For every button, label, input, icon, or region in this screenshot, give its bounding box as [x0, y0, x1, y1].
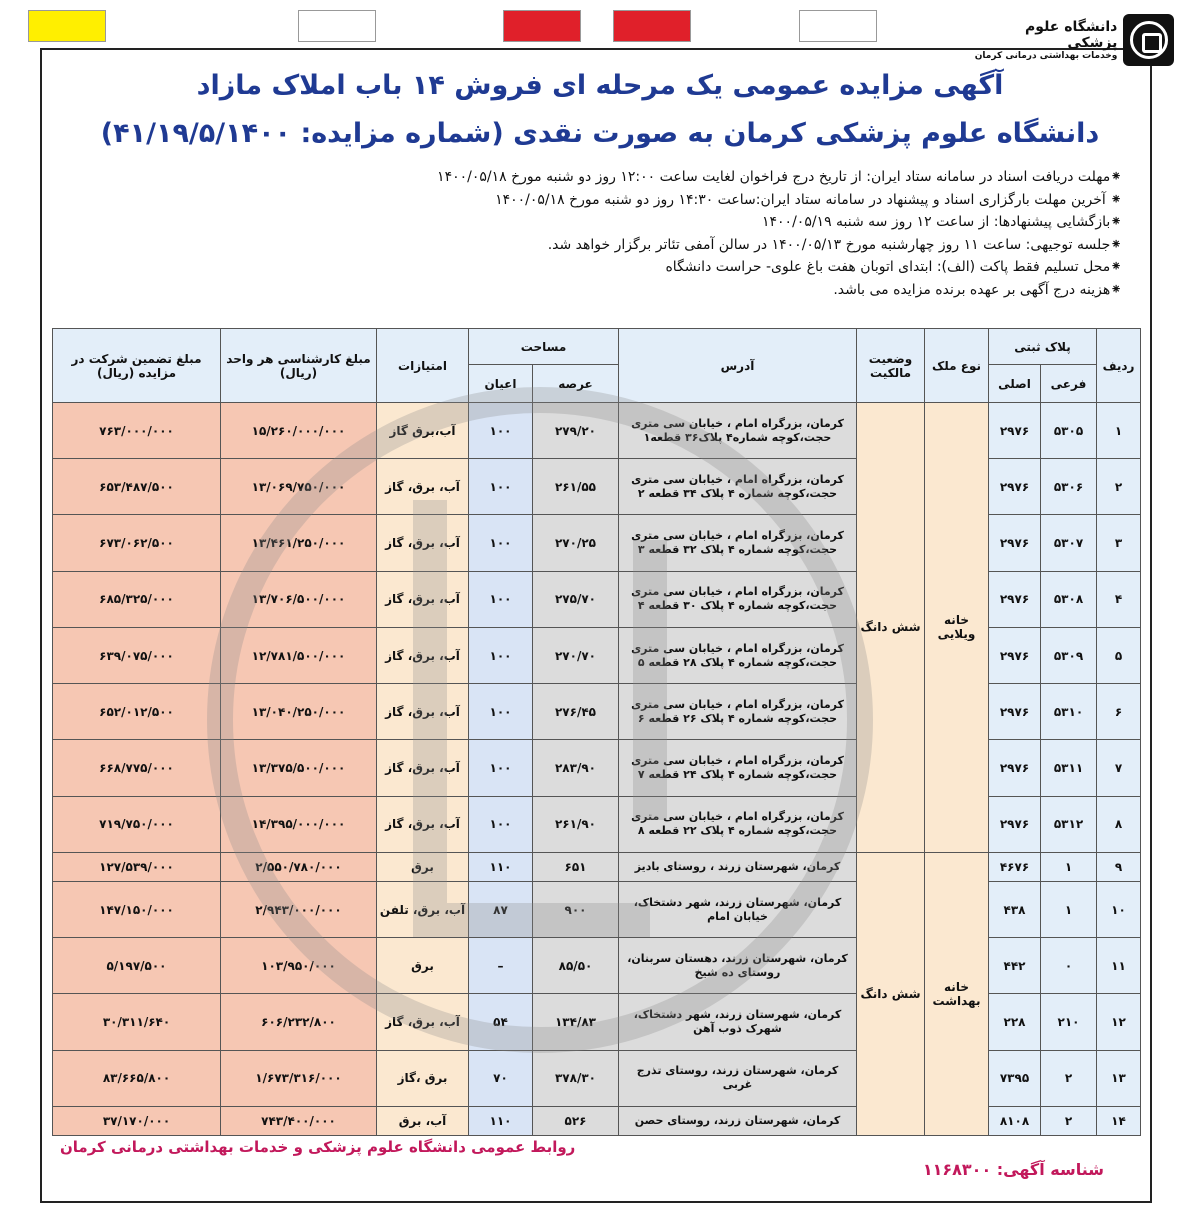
cell-plate-sub: ۵۳۰۹: [1041, 627, 1097, 683]
cell-price: ۱۳/۰۶۹/۷۵۰/۰۰۰: [221, 459, 377, 515]
cell-price: ۶۰۶/۲۳۲/۸۰۰: [221, 994, 377, 1050]
cell-amenities: آب، برق، گاز: [377, 994, 469, 1050]
auction-table-container: [52, 328, 1140, 1136]
cell-plate-main: ۸۱۰۸: [989, 1106, 1041, 1135]
ad-title-line-1: آگهی مزایده عمومی یک مرحله ای فروش ۱۴ باب املاک مازاد: [196, 70, 1004, 101]
notice-item: ⁕جلسه توجیهی: ساعت ۱۱ روز چهارشنبه مورخ ۱۴۰۰/۰۵/۱۳ در سالن آمفی تئاتر برگزار خواهد شد.: [547, 236, 1122, 253]
cell-address: کرمان، بزرگراه امام ، خیابان سی متری حجت،کوچه شماره۴ پلاک۳۶ قطعه۱: [619, 403, 857, 459]
cell-radif: ۸: [1097, 796, 1141, 852]
cell-area-land: ۲۸۳/۹۰: [533, 740, 619, 796]
header-ownership: وضعیت مالکیت: [857, 329, 925, 403]
auction-table: [52, 328, 1141, 1136]
cell-address: کرمان، بزرگراه امام ، خیابان سی متری حجت،کوچه شماره ۴ پلاک ۲۴ قطعه ۷: [619, 740, 857, 796]
header-type: نوع ملک: [925, 329, 989, 403]
cell-amenities: آب، برق، گاز: [377, 796, 469, 852]
cell-area-land: ۳۷۸/۳۰: [533, 1050, 619, 1106]
header-address: آدرس: [619, 329, 857, 403]
cell-price: ۷۴۳/۴۰۰/۰۰۰: [221, 1106, 377, 1135]
cell-price: ۱۵/۲۶۰/۰۰۰/۰۰۰: [221, 403, 377, 459]
cell-area-land: ۲۶۱/۹۰: [533, 796, 619, 852]
cell-area-land: ۹۰۰: [533, 881, 619, 937]
cell-radif: ۹: [1097, 852, 1141, 881]
header-plate-main: اصلی: [989, 365, 1041, 403]
cell-deposit: ۳۷/۱۷۰/۰۰۰: [53, 1106, 221, 1135]
cell-amenities: برق ،گاز: [377, 1050, 469, 1106]
header-area: مساحت: [469, 329, 619, 365]
cell-price: ۱۳/۴۶۱/۲۵۰/۰۰۰: [221, 515, 377, 571]
table-row: [53, 403, 1141, 459]
cell-address: کرمان، بزرگراه امام ، خیابان سی متری حجت،کوچه شماره ۴ پلاک ۲۸ قطعه ۵: [619, 627, 857, 683]
cell-area-building: ۱۱۰: [469, 1106, 533, 1135]
cell-radif: ۳: [1097, 515, 1141, 571]
cell-deposit: ۶۵۳/۴۸۷/۵۰۰: [53, 459, 221, 515]
print-color-bar-yellow: [28, 10, 106, 42]
cell-plate-main: ۴۶۷۶: [989, 852, 1041, 881]
table-row: [53, 852, 1141, 881]
cell-plate-main: ۲۲۸: [989, 994, 1041, 1050]
cell-area-building: ۸۷: [469, 881, 533, 937]
cell-plate-sub: ۵۳۰۶: [1041, 459, 1097, 515]
ad-title-line-2: دانشگاه علوم پزشکی کرمان به صورت نقدی (شماره مزایده: ۴۱/۱۹/۵/۱۴۰۰): [100, 118, 1100, 149]
cell-deposit: ۶۳۹/۰۷۵/۰۰۰: [53, 627, 221, 683]
cell-plate-sub: ۱: [1041, 852, 1097, 881]
header-price: مبلغ کارشناسی هر واحد (ریال): [221, 329, 377, 403]
cell-ownership: شش دانگ: [857, 403, 925, 853]
cell-deposit: ۷۶۳/۰۰۰/۰۰۰: [53, 403, 221, 459]
cell-plate-sub: ۰: [1041, 938, 1097, 994]
cell-area-land: ۵۲۶: [533, 1106, 619, 1135]
cell-address: کرمان، بزرگراه امام ، خیابان سی متری حجت،کوچه شماره ۴ پلاک ۲۲ قطعه ۸: [619, 796, 857, 852]
cell-amenities: آب، برق، تلفن: [377, 881, 469, 937]
cell-radif: ۴: [1097, 571, 1141, 627]
print-color-bar-red: [613, 10, 691, 42]
cell-plate-main: ۲۹۷۶: [989, 740, 1041, 796]
cell-area-building: ۱۰۰: [469, 571, 533, 627]
cell-address: کرمان، شهرستان زرند، روستای تذرج غربی: [619, 1050, 857, 1106]
cell-deposit: ۸۳/۶۶۵/۸۰۰: [53, 1050, 221, 1106]
print-color-bar-white: [799, 10, 877, 42]
cell-address: کرمان، شهرستان زرند، شهر دشتخاک، شهرک ذوب آهن: [619, 994, 857, 1050]
logo-line-1: دانشگاه علوم پزشکی: [1025, 19, 1118, 51]
cell-area-building: ۱۰۰: [469, 403, 533, 459]
cell-property-type: خانه بهداشت: [925, 852, 989, 1135]
cell-area-land: ۸۵/۵۰: [533, 938, 619, 994]
cell-price: ۲/۵۵۰/۷۸۰/۰۰۰: [221, 852, 377, 881]
cell-amenities: آب، برق، گاز: [377, 684, 469, 740]
cell-amenities: آب، برق، گاز: [377, 571, 469, 627]
cell-area-land: ۱۳۴/۸۳: [533, 994, 619, 1050]
cell-deposit: ۶۶۸/۷۷۵/۰۰۰: [53, 740, 221, 796]
cell-deposit: ۶۷۳/۰۶۲/۵۰۰: [53, 515, 221, 571]
print-color-bar-white: [298, 10, 376, 42]
cell-deposit: ۳۰/۳۱۱/۶۴۰: [53, 994, 221, 1050]
cell-price: ۱۰۳/۹۵۰/۰۰۰: [221, 938, 377, 994]
cell-address: کرمان، شهرستان زرند، روستای حصن: [619, 1106, 857, 1135]
cell-price: ۱۴/۳۹۵/۰۰۰/۰۰۰: [221, 796, 377, 852]
university-logo: [974, 10, 1174, 70]
cell-deposit: ۱۴۷/۱۵۰/۰۰۰: [53, 881, 221, 937]
cell-deposit: ۶۸۵/۳۲۵/۰۰۰: [53, 571, 221, 627]
cell-area-building: ۱۰۰: [469, 684, 533, 740]
cell-amenities: برق: [377, 852, 469, 881]
cell-amenities: آب، برق، گاز: [377, 459, 469, 515]
header-plate-sub: فرعی: [1041, 365, 1097, 403]
cell-plate-sub: ۱: [1041, 881, 1097, 937]
cell-plate-sub: ۵۳۰۸: [1041, 571, 1097, 627]
cell-plate-main: ۲۹۷۶: [989, 459, 1041, 515]
cell-amenities: آب، برق، گاز: [377, 627, 469, 683]
cell-area-land: ۲۷۶/۴۵: [533, 684, 619, 740]
cell-deposit: ۱۲۷/۵۳۹/۰۰۰: [53, 852, 221, 881]
header-radif: ردیف: [1097, 329, 1141, 403]
cell-price: ۲/۹۴۳/۰۰۰/۰۰۰: [221, 881, 377, 937]
header-area-land: عرصه: [533, 365, 619, 403]
cell-radif: ۱۳: [1097, 1050, 1141, 1106]
cell-radif: ۵: [1097, 627, 1141, 683]
notice-item: ⁕بازگشایی پیشنهادها: از ساعت ۱۲ روز سه شنبه ۱۴۰۰/۰۵/۱۹: [762, 214, 1122, 231]
cell-address: کرمان، شهرستان زرند، شهر دشتخاک، خیابان امام: [619, 881, 857, 937]
cell-plate-sub: ۵۳۱۲: [1041, 796, 1097, 852]
header-deposit: مبلغ تضمین شرکت در مزایده (ریال): [53, 329, 221, 403]
cell-plate-main: ۲۹۷۶: [989, 684, 1041, 740]
cell-area-land: ۲۷۰/۷۰: [533, 627, 619, 683]
cell-plate-main: ۲۹۷۶: [989, 627, 1041, 683]
cell-area-land: ۶۵۱: [533, 852, 619, 881]
cell-radif: ۱۴: [1097, 1106, 1141, 1135]
cell-amenities: برق: [377, 938, 469, 994]
cell-amenities: آب، برق، گاز: [377, 515, 469, 571]
cell-area-building: ۱۰۰: [469, 515, 533, 571]
cell-price: ۱۳/۰۴۰/۲۵۰/۰۰۰: [221, 684, 377, 740]
print-color-bar-red: [503, 10, 581, 42]
cell-radif: ۷: [1097, 740, 1141, 796]
cell-radif: ۱۲: [1097, 994, 1141, 1050]
cell-plate-main: ۴۴۲: [989, 938, 1041, 994]
ad-id: شناسه آگهی: ۱۱۶۸۳۰۰: [922, 1160, 1104, 1179]
cell-amenities: آب، برق: [377, 1106, 469, 1135]
cell-area-land: ۲۷۰/۲۵: [533, 515, 619, 571]
cell-plate-sub: ۲: [1041, 1106, 1097, 1135]
cell-plate-main: ۲۹۷۶: [989, 571, 1041, 627]
cell-address: کرمان، بزرگراه امام ، خیابان سی متری حجت،کوچه شماره ۴ پلاک ۳۲ قطعه ۳: [619, 515, 857, 571]
cell-address: کرمان، شهرستان زرند ، روستای بادیز: [619, 852, 857, 881]
header-amenities: امتیازات: [377, 329, 469, 403]
cell-plate-sub: ۵۳۰۷: [1041, 515, 1097, 571]
cell-area-building: ۵۴: [469, 994, 533, 1050]
university-emblem-icon: [1123, 14, 1174, 66]
cell-ownership: شش دانگ: [857, 852, 925, 1135]
notice-item: ⁕هزینه درج آگهی بر عهده برنده مزایده می باشد.: [833, 281, 1122, 298]
cell-radif: ۲: [1097, 459, 1141, 515]
cell-plate-main: ۷۳۹۵: [989, 1050, 1041, 1106]
cell-plate-main: ۲۹۷۶: [989, 796, 1041, 852]
cell-plate-main: ۲۹۷۶: [989, 403, 1041, 459]
cell-property-type: خانه ویلایی: [925, 403, 989, 853]
cell-area-building: –: [469, 938, 533, 994]
cell-deposit: ۷۱۹/۷۵۰/۰۰۰: [53, 796, 221, 852]
notice-item: ⁕ آخرین مهلت بارگزاری اسناد و پیشنهاد در سامانه ستاد ایران:ساعت ۱۴:۳۰ روز دو شنبه مورخ ۱۴۰۰/۰۵/۱۸: [495, 191, 1122, 208]
cell-area-building: ۱۰۰: [469, 627, 533, 683]
cell-plate-main: ۲۹۷۶: [989, 515, 1041, 571]
cell-plate-sub: ۵۳۱۱: [1041, 740, 1097, 796]
notice-list: [42, 166, 1122, 302]
cell-price: ۱۳/۳۷۵/۵۰۰/۰۰۰: [221, 740, 377, 796]
cell-deposit: ۶۵۲/۰۱۲/۵۰۰: [53, 684, 221, 740]
cell-plate-main: ۴۳۸: [989, 881, 1041, 937]
cell-area-building: ۱۰۰: [469, 459, 533, 515]
cell-plate-sub: ۵۳۰۵: [1041, 403, 1097, 459]
cell-area-building: ۱۱۰: [469, 852, 533, 881]
cell-radif: ۱۰: [1097, 881, 1141, 937]
public-relations-signature: روابط عمومی دانشگاه علوم پزشکی و خدمات بهداشتی درمانی کرمان: [60, 1138, 576, 1156]
cell-amenities: آب، برق، گاز: [377, 740, 469, 796]
cell-area-building: ۱۰۰: [469, 740, 533, 796]
cell-price: ۱/۶۷۳/۳۱۶/۰۰۰: [221, 1050, 377, 1106]
cell-plate-sub: ۲: [1041, 1050, 1097, 1106]
cell-area-land: ۲۷۹/۲۰: [533, 403, 619, 459]
cell-area-land: ۲۷۵/۷۰: [533, 571, 619, 627]
logo-line-2: وخدمات بهداشتی درمانی کرمان: [974, 51, 1118, 61]
cell-deposit: ۵/۱۹۷/۵۰۰: [53, 938, 221, 994]
cell-plate-sub: ۲۱۰: [1041, 994, 1097, 1050]
cell-address: کرمان، شهرستان زرند، دهستان سربنان، روستای ده شیخ: [619, 938, 857, 994]
cell-price: ۱۲/۷۸۱/۵۰۰/۰۰۰: [221, 627, 377, 683]
cell-radif: ۶: [1097, 684, 1141, 740]
cell-address: کرمان، بزرگراه امام ، خیابان سی متری حجت،کوچه شماره ۴ پلاک ۳۰ قطعه ۴: [619, 571, 857, 627]
cell-address: کرمان، بزرگراه امام ، خیابان سی متری حجت،کوچه شماره ۴ پلاک ۲۶ قطعه ۶: [619, 684, 857, 740]
cell-radif: ۱۱: [1097, 938, 1141, 994]
notice-item: ⁕محل تسلیم فقط پاکت (الف): ابتدای اتوبان هفت باغ علوی- حراست دانشگاه: [665, 259, 1122, 276]
cell-area-building: ۱۰۰: [469, 796, 533, 852]
header-plate: پلاک ثبتی: [989, 329, 1097, 365]
cell-radif: ۱: [1097, 403, 1141, 459]
cell-address: کرمان، بزرگراه امام ، خیابان سی متری حجت،کوچه شماره ۴ پلاک ۳۴ قطعه ۲: [619, 459, 857, 515]
cell-price: ۱۳/۷۰۶/۵۰۰/۰۰۰: [221, 571, 377, 627]
header-area-building: اعیان: [469, 365, 533, 403]
cell-plate-sub: ۵۳۱۰: [1041, 684, 1097, 740]
notice-item: ⁕مهلت دریافت اسناد در سامانه ستاد ایران: از تاریخ درج فراخوان لغایت ساعت ۱۲:۰۰ روز دو شنبه مورخ ۱۴۰۰/۰۵/۱۸: [437, 169, 1122, 185]
cell-area-building: ۷۰: [469, 1050, 533, 1106]
cell-amenities: آب،برق گاز: [377, 403, 469, 459]
cell-area-land: ۲۶۱/۵۵: [533, 459, 619, 515]
